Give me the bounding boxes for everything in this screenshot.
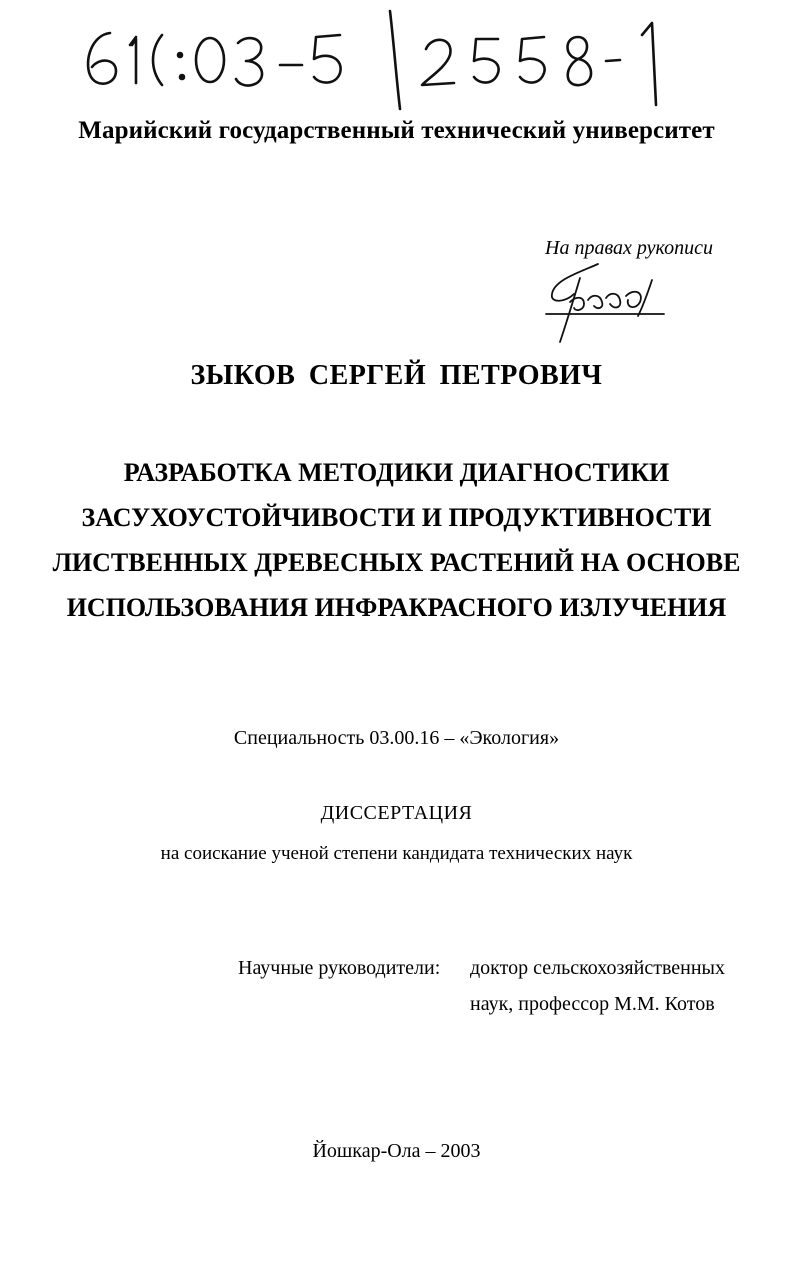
title-line: ИСПОЛЬЗОВАНИЯ ИНФРАКРАСНОГО ИЗЛУЧЕНИЯ bbox=[66, 593, 727, 622]
degree-line: на соискание ученой степени кандидата технических наук bbox=[160, 843, 633, 864]
document-type: ДИССЕРТАЦИЯ bbox=[320, 802, 473, 824]
author-signature-drawing bbox=[540, 258, 680, 348]
handwritten-archive-code-drawing bbox=[70, 5, 690, 115]
city-year: Йошкар-Ола – 2003 bbox=[312, 1140, 481, 1162]
specialty: Специальность 03.00.16 – «Экология» bbox=[233, 727, 560, 749]
author-signature bbox=[540, 258, 680, 348]
title-line: РАЗРАБОТКА МЕТОДИКИ ДИАГНОСТИКИ bbox=[123, 458, 670, 487]
handwritten-archive-code bbox=[70, 5, 690, 115]
university-name: Марийский государственный технический университет bbox=[78, 117, 715, 144]
dissertation-title bbox=[0, 450, 793, 630]
title-line: ЛИСТВЕННЫХ ДРЕВЕСНЫХ РАСТЕНИЙ НА ОСНОВЕ bbox=[52, 548, 741, 577]
supervisors-label: Научные руководители: bbox=[238, 957, 441, 979]
title-line: ЗАСУХОУСТОЙЧИВОСТИ И ПРОДУКТИВНОСТИ bbox=[81, 503, 712, 532]
supervisors-line-2: наук, профессор М.М. Котов bbox=[470, 993, 715, 1015]
supervisors-line-1: доктор сельскохозяйственных bbox=[470, 957, 725, 979]
author-name: ЗЫКОВ СЕРГЕЙ ПЕТРОВИЧ bbox=[190, 360, 603, 391]
manuscript-rights-note: На правах рукописи bbox=[545, 237, 713, 259]
